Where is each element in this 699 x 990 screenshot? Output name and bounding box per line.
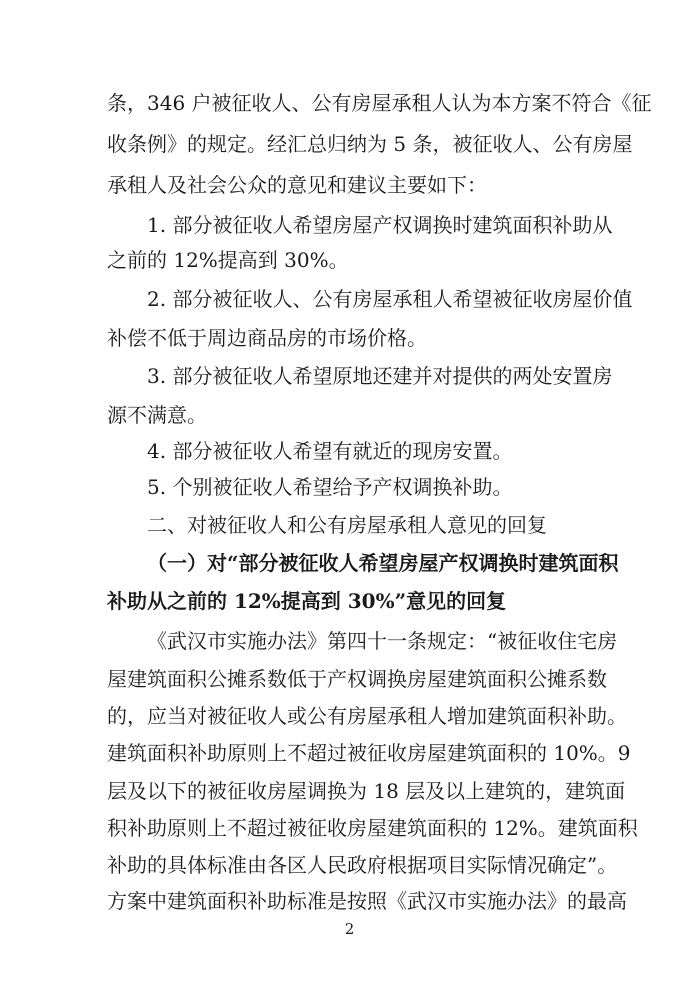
list-item-3-line: 源不满意。 xyxy=(107,403,207,427)
text-line: 积补助原则上不超过被征收房屋建筑面积的 12%。建筑面积 xyxy=(107,816,638,840)
text-line: 层及以下的被征收房屋调换为 18 层及以上建筑的，建筑面 xyxy=(107,779,626,803)
subsection-heading: 补助从之前的 12%提高到 30%”意见的回复 xyxy=(107,589,507,613)
list-item-5-line: 5. 个别被征收人希望给予产权调换补助。 xyxy=(147,475,513,499)
text-line: 方案中建筑面积补助标准是按照《武汉市实施办法》的最高 xyxy=(107,889,627,913)
list-item-2-line: 补偿不低于周边商品房的市场价格。 xyxy=(107,326,427,350)
text-line: 的，应当对被征收人或公有房屋承租人增加建筑面积补助。 xyxy=(107,704,627,728)
list-item-1-line: 1. 部分被征收人希望房屋产权调换时建筑面积补助从 xyxy=(147,213,613,237)
text-line: 条，346 户被征收人、公有房屋承租人认为本方案不符合《征 xyxy=(107,91,652,115)
list-item-1-line: 之前的 12%提高到 30%。 xyxy=(107,248,349,272)
text-line: 收条例》的规定。经汇总归纳为 5 条，被征收人、公有房屋 xyxy=(107,132,633,156)
list-item-2-line: 2. 部分被征收人、公有房屋承租人希望被征收房屋价值 xyxy=(147,287,633,311)
subsection-heading: （一）对“部分被征收人希望房屋产权调换时建筑面积 xyxy=(147,551,619,575)
section-heading: 二、对被征收人和公有房屋承租人意见的回复 xyxy=(147,513,547,537)
text-line: 建筑面积补助原则上不超过被征收房屋建筑面积的 10%。9 xyxy=(107,741,631,765)
text-line: 补助的具体标准由各区人民政府根据项目实际情况确定”。 xyxy=(107,853,618,877)
list-item-3-line: 3. 部分被征收人希望原地还建并对提供的两处安置房 xyxy=(147,364,613,388)
text-line: 屋建筑面积公摊系数低于产权调换房屋建筑面积公摊系数 xyxy=(107,667,607,691)
text-line: 《武汉市实施办法》第四十一条规定：“被征收住宅房 xyxy=(147,629,618,653)
list-item-4-line: 4. 部分被征收人希望有就近的现房安置。 xyxy=(147,439,513,463)
page-number: 2 xyxy=(344,920,355,938)
text-line: 承租人及社会公众的意见和建议主要如下： xyxy=(107,173,487,197)
